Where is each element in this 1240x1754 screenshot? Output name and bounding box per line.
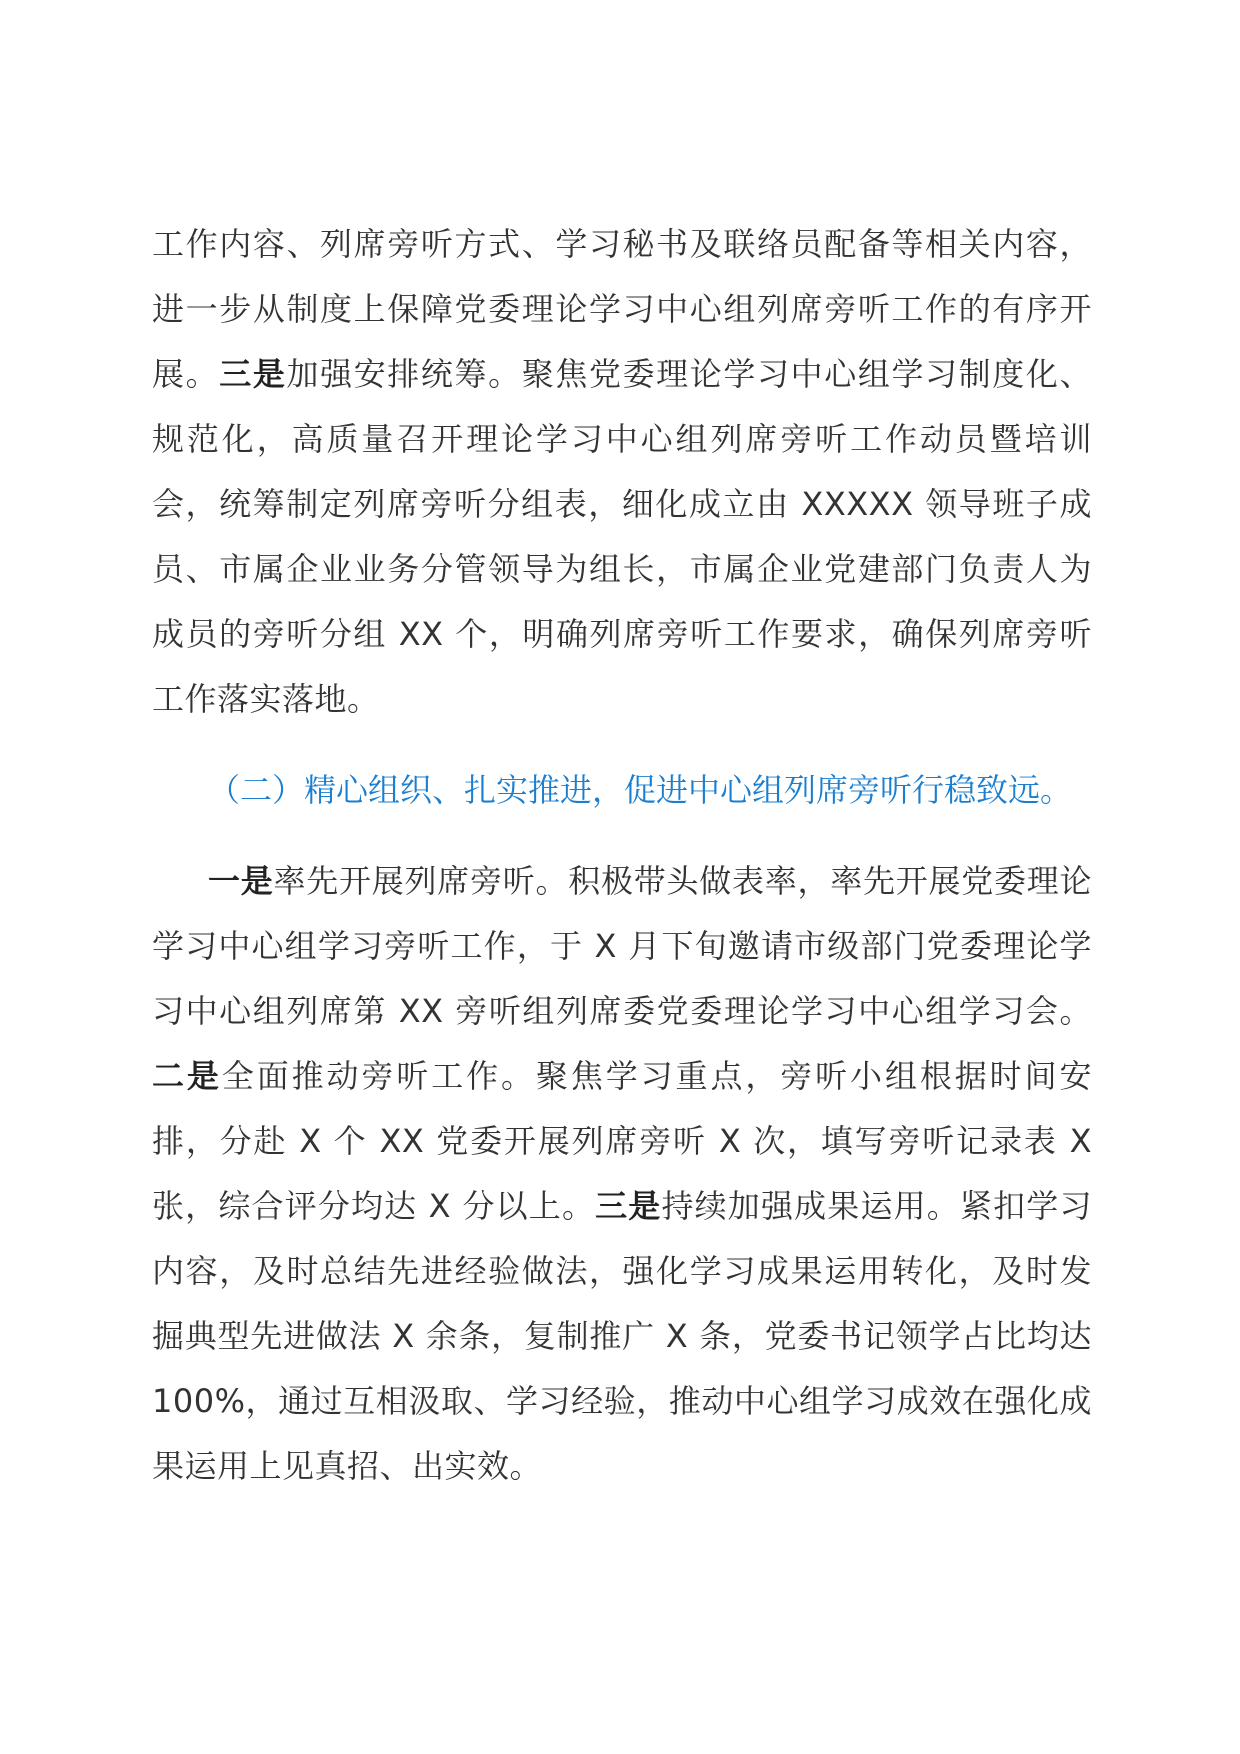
paragraph-work-arrangement bbox=[152, 212, 1092, 732]
paragraph-text: 工作内容、列席旁听方式、学习秘书及联络员配备等相关内容，进一步从制度上保障党委理论学习中心组列席旁听工作的有序开展。 bbox=[152, 225, 1092, 393]
bold-lead-one: 一是 bbox=[208, 862, 274, 900]
paragraph-implementation bbox=[152, 849, 1092, 1499]
bold-lead-two: 二是 bbox=[152, 1057, 222, 1095]
document-body bbox=[152, 212, 1092, 1499]
bold-lead-three: 三是 bbox=[595, 1187, 662, 1225]
paragraph-text: 率先开展列席旁听。积极带头做表率，率先开展党委理论学习中心组学习旁听工作，于 X 月下旬邀请市级部门党委理论学习中心组列席第 XX 旁听组列席委党委理论学习中心组学习会。 bbox=[152, 862, 1092, 1030]
paragraph-text: 持续加强成果运用。紧扣学习内容，及时总结先进经验做法，强化学习成果运用转化，及时发掘典型先进做法 X 余条，复制推广 X 条，党委书记领学占比均达 100%，通过互相汲取、学习经验，推动中心组学习成效在强化成果运用上见真招、出实效。 bbox=[152, 1187, 1092, 1485]
bold-lead-three: 三是 bbox=[219, 355, 287, 393]
paragraph-text: 加强安排统筹。聚焦党委理论学习中心组学习制度化、规范化，高质量召开理论学习中心组列席旁听工作动员暨培训会，统筹制定列席旁听分组表，细化成立由 XXXXX 领导班子成员、市属企业业务分管领导为组长，市属企业党建部门负责人为成员的旁听分组 XX 个，明确列席旁听工作要求，确保列席旁听工作落实落地。 bbox=[152, 355, 1092, 718]
section-heading: （二）精心组织、扎实推进，促进中心组列席旁听行稳致远。 bbox=[208, 771, 1073, 809]
paragraph-text: 全面推动旁听工作。聚焦学习重点，旁听小组根据时间安排，分赴 X 个 XX 党委开展列席旁听 X 次，填写旁听记录表 X 张，综合评分均达 X 分以上。 bbox=[152, 1057, 1092, 1225]
